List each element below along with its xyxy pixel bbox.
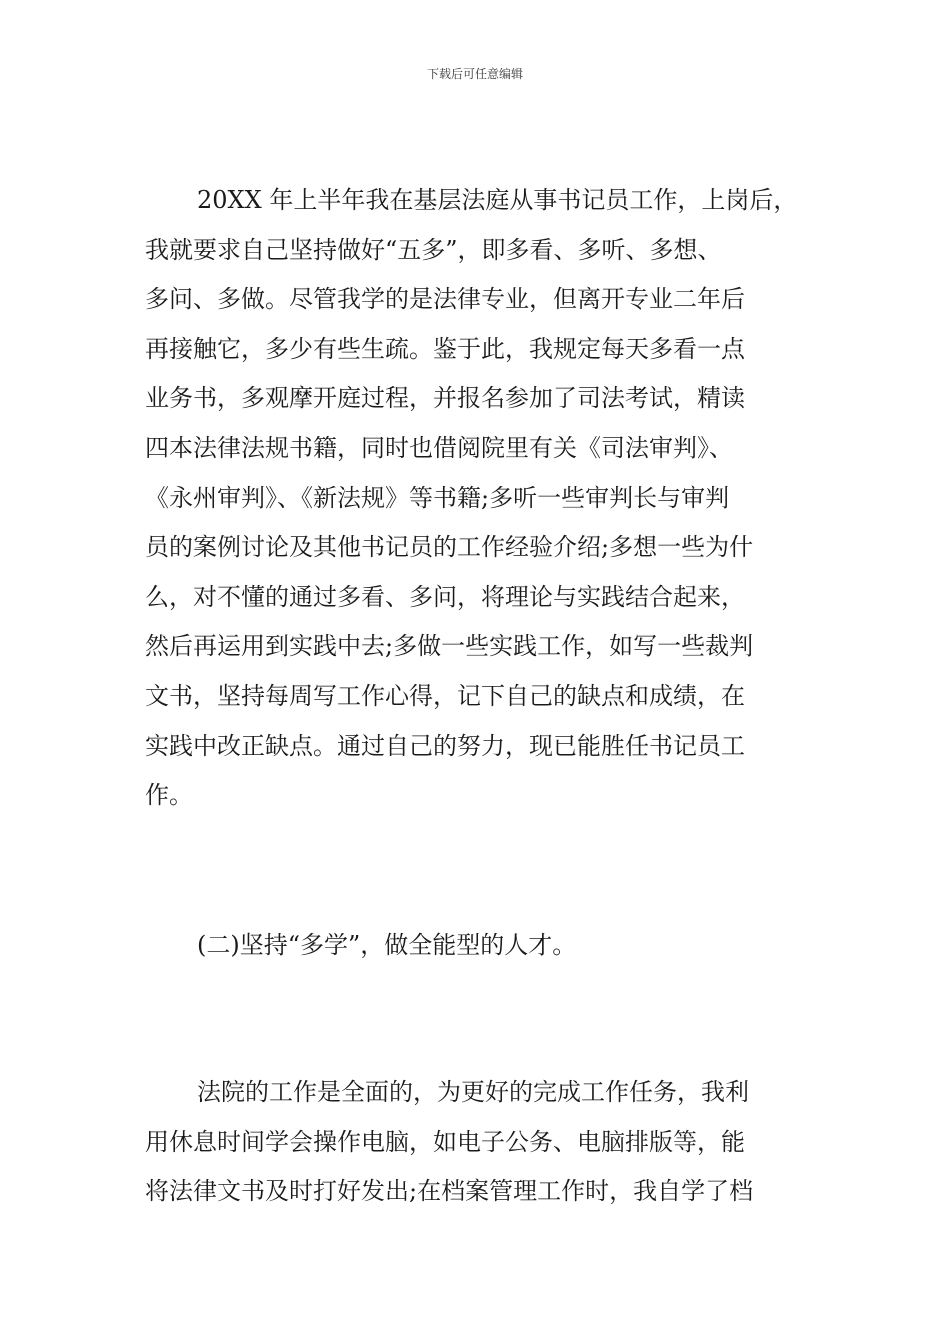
paragraph-line: 业务书，多观摩开庭过程，并报名参加了司法考试，精读 — [145, 384, 745, 413]
paragraph-line: 我就要求自己坚持做好“五多”，即多看、多听、多想、 — [145, 235, 722, 264]
paragraph-line: 将法律文书及时打好发出;在档案管理工作时，我自学了档 — [145, 1177, 754, 1206]
paragraph-line: 实践中改正缺点。通过自己的努力，现已能胜任书记员工 — [145, 731, 745, 760]
body-paragraph-1 — [145, 176, 809, 821]
paragraph-line: 文书，坚持每周写工作心得，记下自己的缺点和成绩，在 — [145, 681, 745, 710]
paragraph-line: 么，对不懂的通过多看、多问，将理论与实践结合起来， — [145, 582, 745, 611]
body-paragraph-3 — [145, 1068, 809, 1217]
page-header: 下载后可任意编辑 — [426, 67, 523, 81]
paragraph-line: 四本法律法规书籍，同时也借阅院里有关《司法审判》、 — [145, 433, 733, 462]
paragraph-line: 员的案例讨论及其他书记员的工作经验介绍;多想一些为什 — [145, 533, 754, 562]
paragraph-line: 20XX 年上半年我在基层法庭从事书记员工作，上岗后， — [197, 186, 798, 214]
paragraph-line: 作。 — [145, 781, 193, 810]
paragraph-line: 法院的工作是全面的，为更好的完成工作任务，我利 — [197, 1078, 749, 1106]
paragraph-line: 然后再运用到实践中去;多做一些实践工作，如写一些裁判 — [145, 632, 754, 661]
paragraph-line: 《永州审判》、《新法规》等书籍;多听一些审判长与审判 — [145, 483, 730, 512]
section-heading-text: (二)坚持“多学”，做全能型的人才。 — [197, 931, 577, 959]
paragraph-line: 多问、多做。尽管我学的是法律专业，但离开专业二年后 — [145, 285, 745, 314]
paragraph-line: 再接触它，多少有些生疏。鉴于此，我规定每天多看一点 — [145, 334, 745, 363]
section-heading — [145, 921, 809, 971]
paragraph-line: 用休息时间学会操作电脑，如电子公务、电脑排版等，能 — [145, 1127, 745, 1156]
